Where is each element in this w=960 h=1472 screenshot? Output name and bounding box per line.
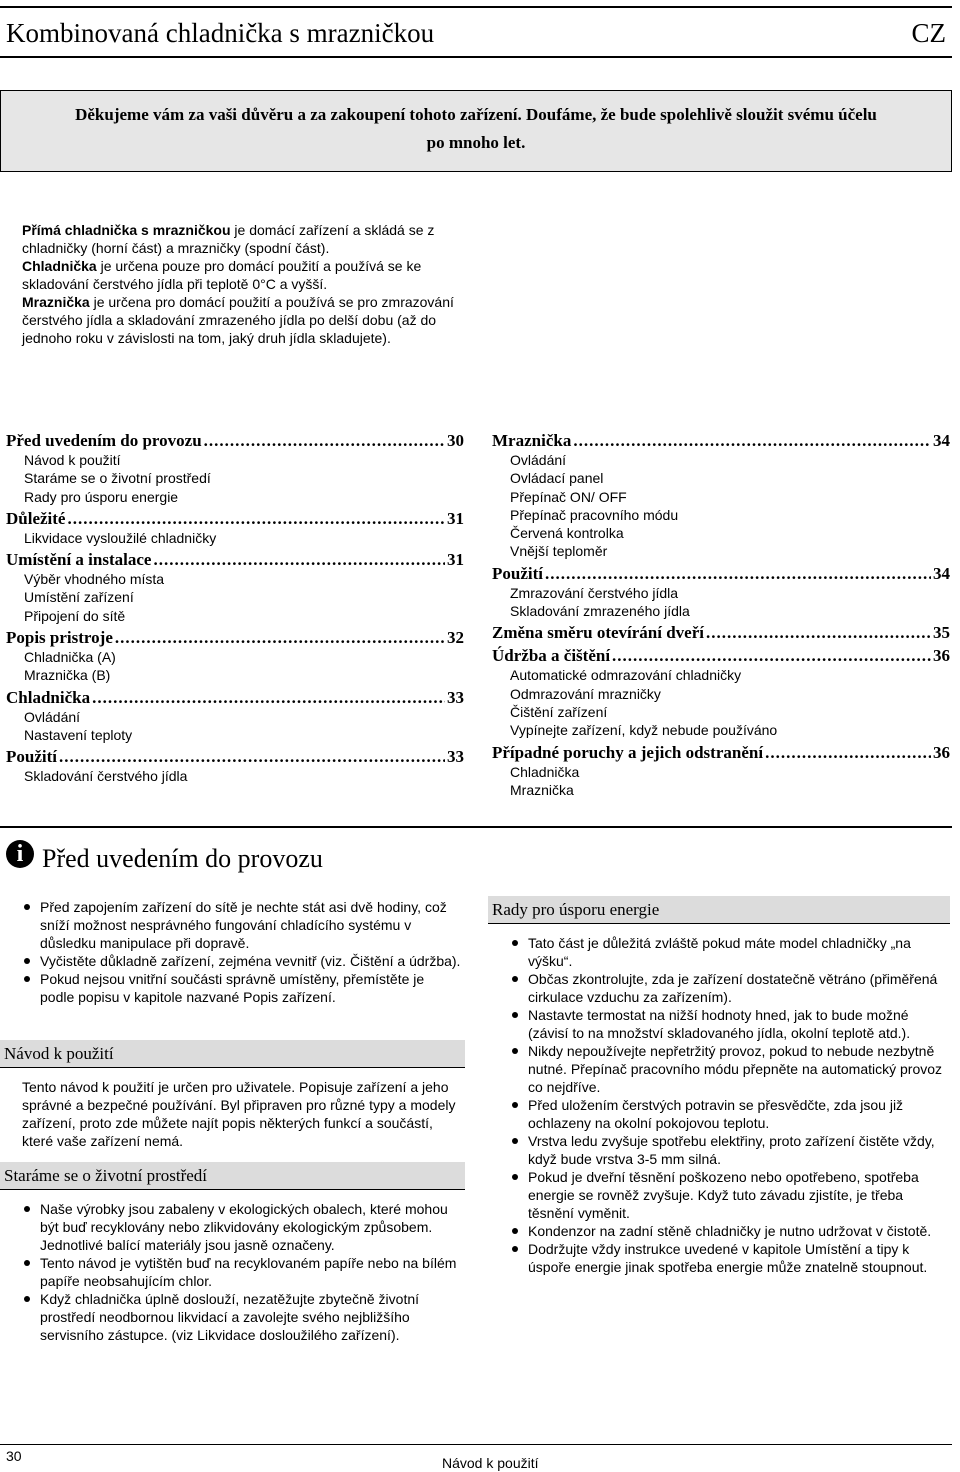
thank-you-line-2: po mnoho let. [426, 133, 526, 152]
toc-entry [6, 746, 464, 767]
toc-subentry: Přepínač ON/ OFF [510, 488, 627, 505]
intro-term: Chladnička [22, 258, 97, 274]
section-heading [0, 826, 952, 884]
toc-subentry: Zmrazování čerstvého jídla [510, 584, 679, 601]
list-item: Dodržujte vždy instrukce uvedené v kapitole Umístění a tipy k úspoře energie jinak spotřeba energie může znatelně stoupnout. [510, 1240, 950, 1276]
toc-subentry: Výběr vhodného místa [24, 571, 165, 588]
toc-subentry: Vnější teploměr [510, 543, 608, 560]
toc-subentry: Čištění zařízení [510, 703, 608, 720]
footer-title: Návod k použití [442, 1455, 539, 1471]
energy-tips-list [510, 934, 950, 1276]
toc-page-number: 31 [447, 550, 464, 570]
document-title: Kombinovaná chladnička s mrazničkou [6, 18, 435, 48]
toc-entry-title: Použití [6, 747, 57, 767]
toc-subentry: Přepínač pracovního módu [510, 506, 679, 523]
toc-subentry: Ovládání [24, 708, 81, 725]
page-number: 30 [6, 1448, 22, 1464]
toc-leader-dots [115, 627, 445, 648]
language-code: CZ [911, 18, 946, 48]
toc-subentry: Červená kontrolka [510, 525, 624, 542]
list-item: Naše výrobky jsou zabaleny v ekologických obalech, které mohou být buď recyklovány nebo zlikvidovány ekologickým způsobem. Jednotlivé balící materiály jsou jasně označeny. [22, 1200, 462, 1254]
intro-desc: je domácí zařízení a skládá se z chladničky (horní část) a mrazničky (spodní část). [22, 222, 435, 256]
before-use-list [22, 898, 462, 1006]
toc-entry-title: Mraznička [492, 431, 572, 450]
toc-entry [492, 622, 950, 643]
toc-subentry: Ovládání [510, 452, 567, 468]
info-icon: i [6, 840, 34, 868]
toc-subentry: Skladování čerstvého jídla [24, 768, 188, 785]
toc-entry-title: Případné poruchy a jejich odstranění [492, 742, 764, 762]
toc-page-number: 36 [933, 646, 950, 666]
toc-page-number: 33 [447, 747, 464, 767]
toc-entry-title: Umístění a instalace [6, 550, 152, 570]
toc-leader-dots [545, 563, 931, 584]
toc-subentry: Chladnička [510, 763, 580, 780]
toc-leader-dots [573, 430, 931, 451]
toc-subentry: Odmrazování mrazničky [510, 685, 661, 702]
toc-subentry: Chladnička (A) [24, 649, 116, 666]
toc-entry-title: Před uvedením do provozu [6, 431, 202, 450]
intro-paragraph [22, 293, 462, 347]
toc-entry [6, 549, 464, 570]
toc-subentry: Návod k použití [24, 452, 121, 468]
toc-entry [492, 742, 950, 763]
toc-page-number: 35 [933, 623, 950, 643]
list-item: Vrstva ledu zvyšuje spotřebu elektřiny, proto zařízení čistěte vždy, když bude vrstva 3-5 mm silná. [510, 1132, 950, 1168]
toc-leader-dots [153, 549, 445, 570]
intro-paragraph [22, 221, 462, 257]
toc-page-number: 31 [447, 508, 464, 528]
list-item: Občas zkontrolujte, zda je zařízení dostatečně větráno (přiměřená cirkulace vzduchu za zařízením). [510, 970, 950, 1006]
footer-divider [0, 1444, 952, 1445]
list-item: Pokud je dveřní těsnění poškozeno nebo opotřebeno, spotřeba energie se rovněž zvyšuje. Když tuto závadu zjistíte, je třeba těsnění vyměnit. [510, 1168, 950, 1222]
list-item: Pokud nejsou vnitřní součásti správně umístěny, přemístěte je podle popisu v kapitole nazvané Popis zařízení. [22, 970, 462, 1006]
toc-subentry: Automatické odmrazování chladničky [510, 667, 742, 684]
toc-subentry: Mraznička (B) [24, 667, 111, 684]
intro-desc: je určena pro domácí použití a používá se pro zmrazování čerstvého jídla a skladování zmrazeného jídla po delší dobu (až do jednoho roku v závislosti na tom, jaký druh jídla skladujete). [22, 294, 454, 346]
list-item: Tento návod je vytištěn buď na recyklovaném papíře nebo na bílém papíře neobsahujícím chlor. [22, 1254, 462, 1290]
environment-list [22, 1200, 462, 1344]
toc-page-number: 30 [447, 431, 464, 450]
environment-heading: Staráme se o životní prostředí [0, 1162, 465, 1190]
instructions-heading: Návod k použití [0, 1040, 465, 1068]
intro-term: Mraznička [22, 294, 90, 310]
thank-you-line-1: Děkujeme vám za vaši důvěru a za zakoupení tohoto zařízení. Doufáme, že bude spolehlivě sloužit svému účelu [75, 105, 877, 124]
toc-leader-dots [92, 687, 445, 708]
intro-text [22, 221, 462, 347]
page-header [0, 6, 952, 58]
toc-subentry: Staráme se o životní prostředí [24, 470, 211, 487]
toc-subentry: Umístění zařízení [24, 589, 134, 606]
thank-you-box [0, 90, 952, 172]
toc-leader-dots [59, 746, 445, 767]
toc-page-number: 34 [933, 431, 950, 450]
list-item: Před uložením čerstvých potravin se přesvědčte, zda jsou již ochlazeny na okolní pokojovou teplotu. [510, 1096, 950, 1132]
toc-entry [6, 430, 464, 451]
toc-entry-title: Chladnička [6, 687, 91, 707]
list-item: Tato část je důležitá zvláště pokud máte model chladničky „na výšku“. [510, 934, 950, 970]
intro-desc: je určena pouze pro domácí použití a používá se ke skladování čerstvého jídla při teplotě 0°C a vyšší. [22, 258, 422, 292]
toc-page-number: 32 [447, 628, 464, 648]
toc-entry [6, 687, 464, 708]
list-item: Vyčistěte důkladně zařízení, zejména vevnitř (viz. Čištění a údržba). [22, 952, 462, 970]
toc-subentry: Ovládací panel [510, 470, 604, 487]
toc-entry [492, 430, 950, 451]
list-item: Před zapojením zařízení do sítě je nechte stát asi dvě hodiny, což sníží možnost nesprávného fungování chladícího systému v důsledku manipulace při dopravě. [22, 898, 462, 952]
list-item: Když chladnička úplně doslouží, nezatěžujte zbytečně životní prostředí neodbornou likvidací a zavolejte svého nejbližšího servisního zástupce. (viz Likvidace dosloužilého zařízení). [22, 1290, 462, 1344]
toc-entry [492, 563, 950, 584]
list-item: Nikdy nepoužívejte nepřetržitý provoz, pokud to nebude nezbytně nutné. Přepínač pracovního módu přepněte na automatický provoz co nejdříve. [510, 1042, 950, 1096]
toc-entry-title: Použití [492, 563, 543, 583]
toc-subentry: Likvidace vysloužilé chladničky [24, 529, 217, 546]
energy-tips-heading: Rady pro úsporu energie [488, 896, 950, 924]
toc-entry-title: Důležité [6, 508, 66, 528]
toc-page-number: 36 [933, 742, 950, 762]
intro-term: Přímá chladnička s mrazničkou [22, 222, 231, 238]
toc-entry [6, 627, 464, 648]
toc-leader-dots [612, 645, 931, 666]
toc-page-number: 33 [447, 687, 464, 707]
section-title: Před uvedením do provozu [42, 844, 323, 873]
toc-entry-title: Změna směru otevírání dveří [492, 623, 704, 643]
toc-page-number: 34 [933, 563, 950, 583]
instructions-text: Tento návod k použití je určen pro uživatele. Popisuje zařízení a jeho správné a bezpečné používání. Byl připraven pro různé typy a modely zařízení, proto zde můžete najít popis některých funkcí a součástí, které vaše zařízení nemá. [22, 1079, 456, 1149]
toc-subentry: Nastavení teploty [24, 726, 133, 743]
list-item: Nastavte termostat na nižší hodnoty hned, jak to bude možné (závisí to na množství skladovaného jídla, okolní teplotě atd.). [510, 1006, 950, 1042]
toc-entry-title: Údržba a čištění [492, 646, 611, 666]
toc-entry [6, 508, 464, 529]
toc-entry [492, 645, 950, 666]
toc-leader-dots [706, 622, 931, 643]
toc-subentry: Mraznička [510, 781, 574, 798]
toc-leader-dots [765, 742, 931, 763]
toc-subentry: Vypínejte zařízení, když nebude používáno [510, 722, 778, 739]
toc-subentry: Rady pro úsporu energie [24, 488, 179, 505]
toc-leader-dots [204, 430, 445, 451]
toc-entry-title: Popis pristroje [6, 628, 113, 648]
toc-subentry: Skladování zmrazeného jídla [510, 603, 690, 620]
toc-right-column [492, 428, 950, 799]
intro-paragraph [22, 257, 462, 293]
toc-left-column [6, 428, 464, 786]
list-item: Kondenzor na zadní stěně chladničky je nutno udržovat v čistotě. [510, 1222, 950, 1240]
toc-leader-dots [67, 508, 445, 529]
toc-subentry: Připojení do sítě [24, 607, 126, 624]
